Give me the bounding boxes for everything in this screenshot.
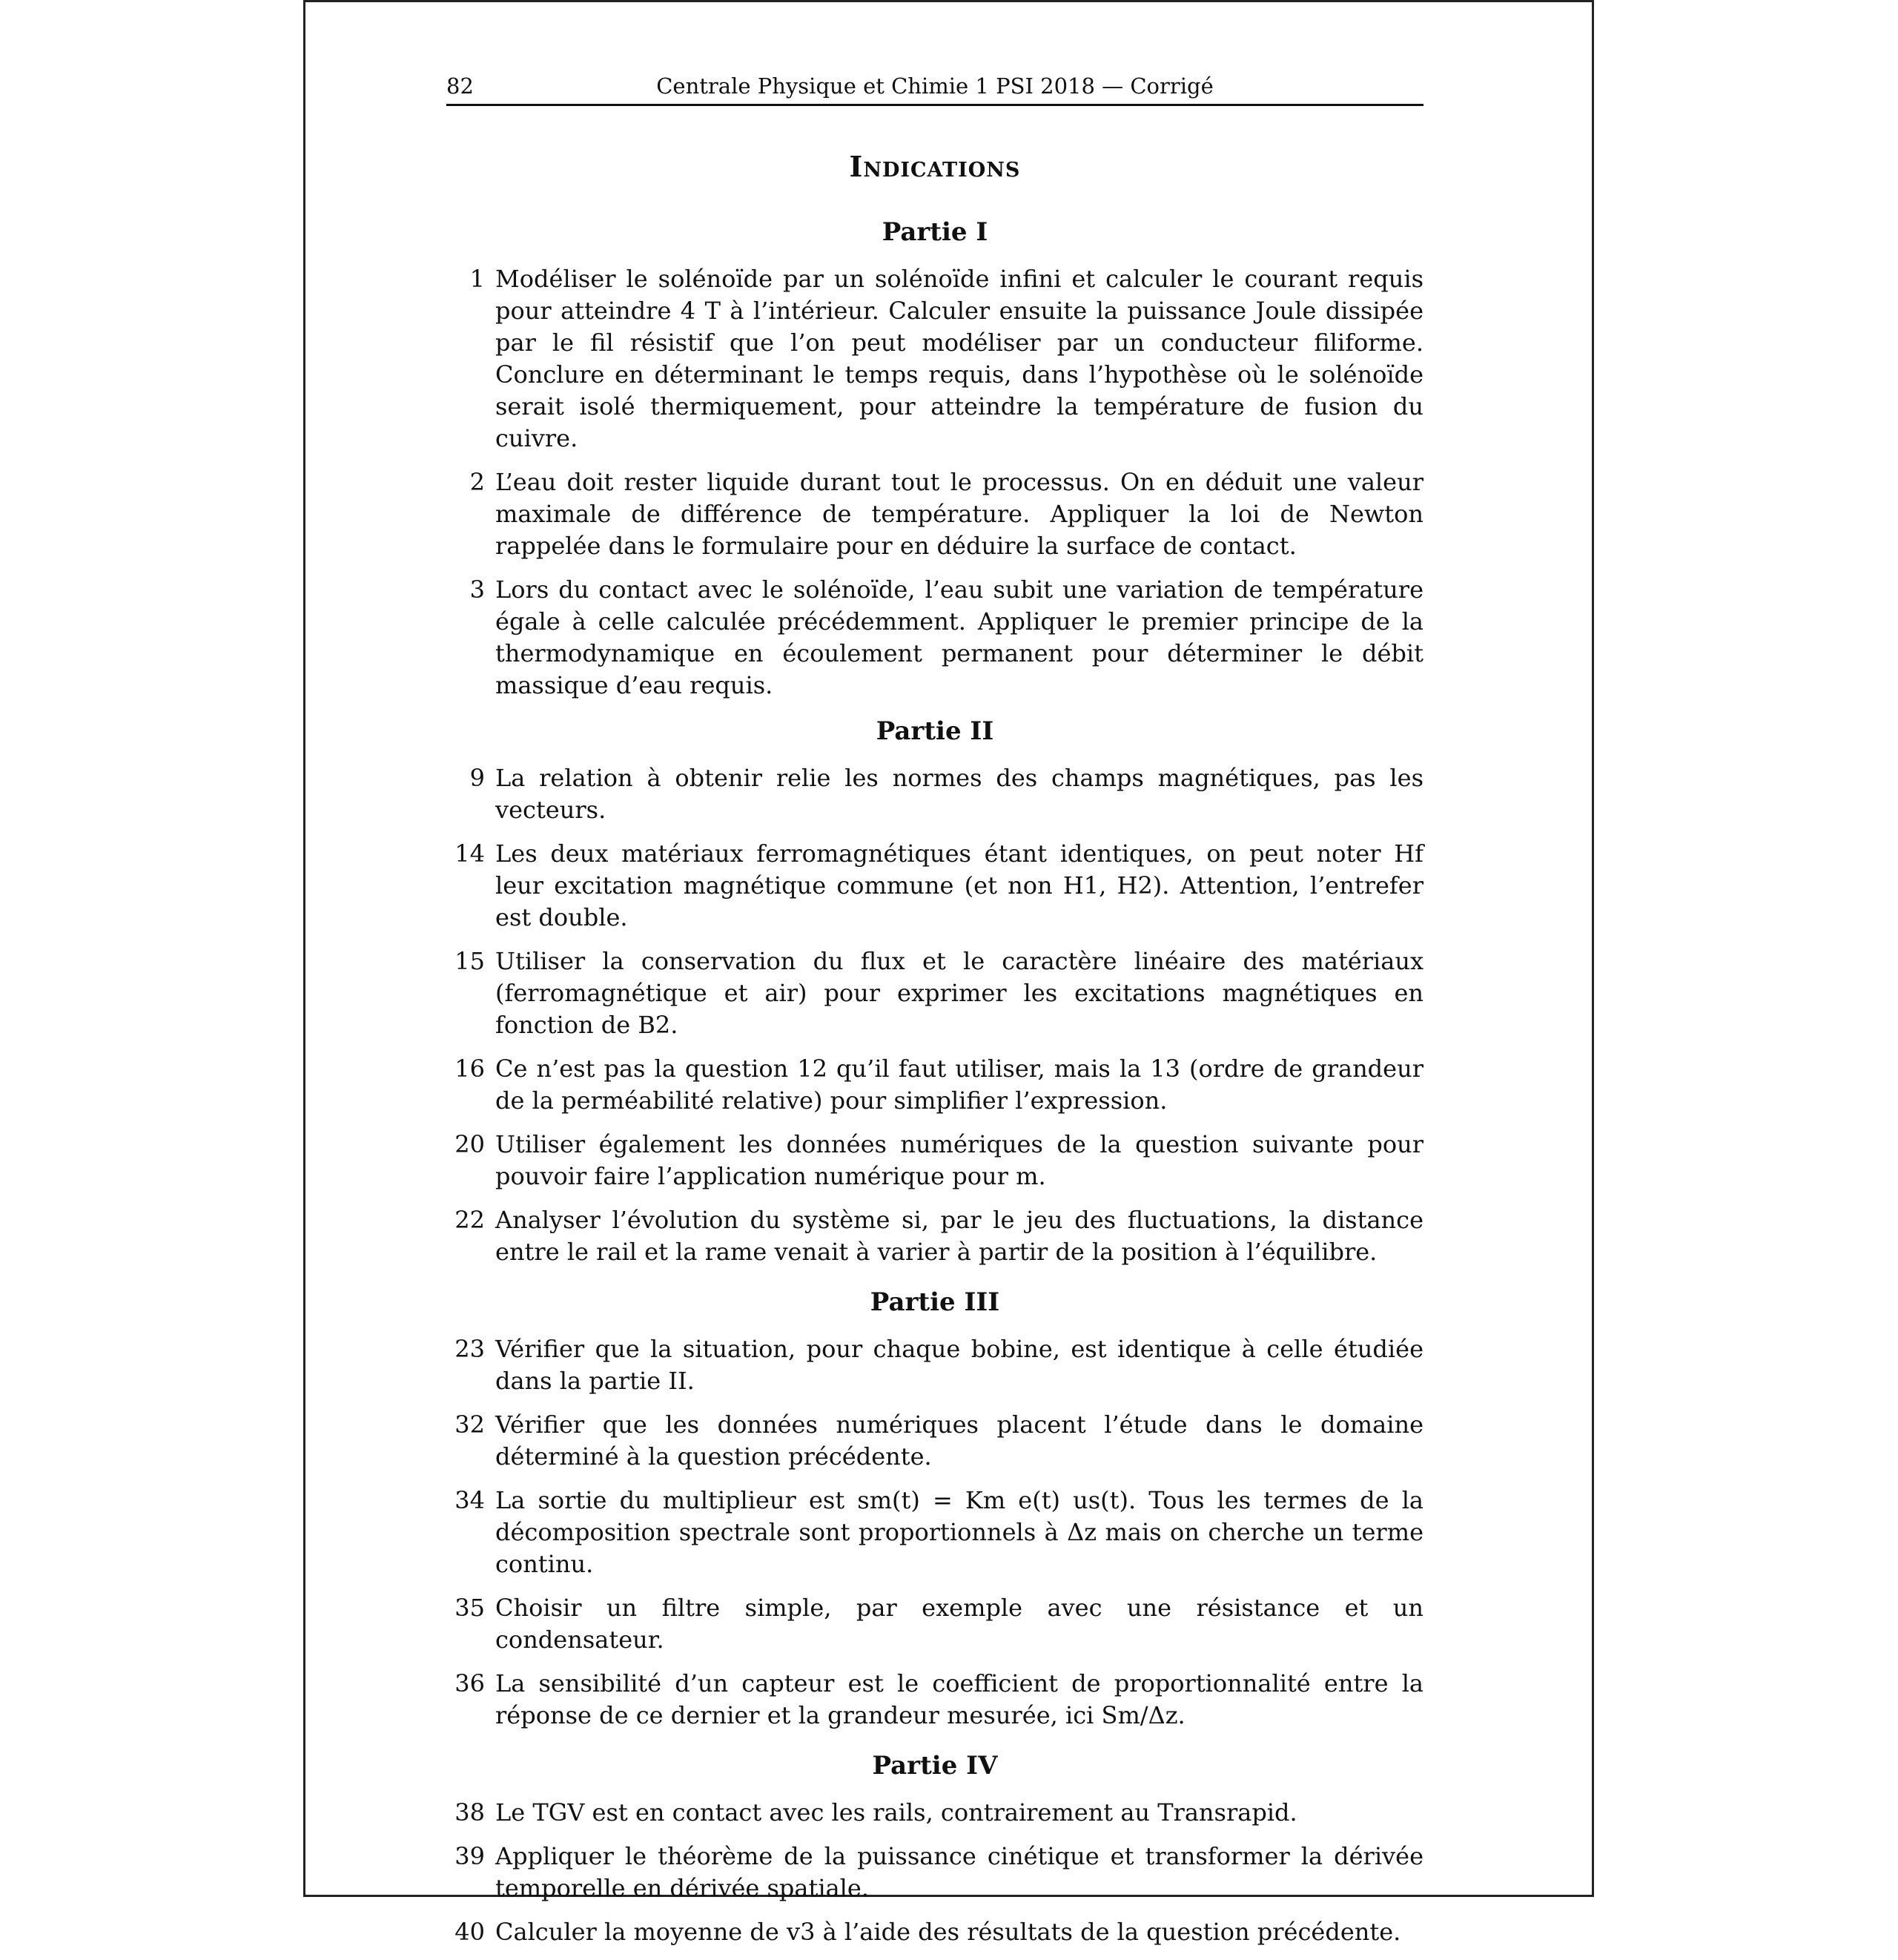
indication-item bbox=[446, 1053, 1424, 1117]
indication-number: 3 bbox=[469, 575, 485, 604]
indication-number: 14 bbox=[454, 839, 485, 868]
indication-item bbox=[446, 1916, 1424, 1948]
indication-number: 35 bbox=[454, 1594, 485, 1622]
indication-item bbox=[446, 838, 1424, 934]
indication-item bbox=[446, 946, 1424, 1041]
indication-number: 36 bbox=[454, 1669, 485, 1697]
indication-text: Choisir un filtre simple, par exemple avec une résistance et un condensateur. bbox=[495, 1594, 1424, 1654]
page-content bbox=[446, 68, 1424, 1960]
indication-number: 40 bbox=[454, 1918, 485, 1946]
indication-text: Utiliser également les données numériques de la question suivante pour pouvoir faire l’application numérique pour m. bbox=[495, 1130, 1424, 1190]
page-number: 82 bbox=[446, 73, 474, 99]
indication-item bbox=[446, 1333, 1424, 1397]
indication-number: 16 bbox=[454, 1055, 485, 1083]
indication-text: L’eau doit rester liquide durant tout le processus. On en déduit une valeur maximale de différence de température. Appliquer la loi de Newton rappelée dans le formulaire pour en déduire la surface de contact. bbox=[495, 468, 1424, 560]
indication-text: La sortie du multiplieur est sm(t) = Km e(t) us(t). Tous les termes de la décomposition spectrale sont proportionnels à Δz mais on cherche un terme continu. bbox=[495, 1486, 1424, 1578]
indication-text: Utiliser la conservation du flux et le caractère linéaire des matériaux (ferromagnétique et air) pour exprimer les excitations magnétiques en fonction de B2. bbox=[495, 947, 1424, 1039]
indication-text: Les deux matériaux ferromagnétiques étant identiques, on peut noter Hf leur excitation magnétique commune (et non H1, H2). Attention, l’entrefer est double. bbox=[495, 839, 1424, 931]
indication-text: Ce n’est pas la question 12 qu’il faut utiliser, mais la 13 (ordre de grandeur de la perméabilité relative) pour simplifier l’expression. bbox=[495, 1055, 1424, 1115]
indication-text: Vérifier que la situation, pour chaque bobine, est identique à celle étudiée dans la partie II. bbox=[495, 1335, 1424, 1395]
indication-text: La relation à obtenir relie les normes des champs magnétiques, pas les vecteurs. bbox=[495, 764, 1424, 824]
indication-item bbox=[446, 1668, 1424, 1732]
running-header bbox=[446, 68, 1424, 106]
indication-number: 2 bbox=[469, 468, 485, 496]
indication-item bbox=[446, 1841, 1424, 1904]
part-i-section bbox=[446, 216, 1424, 702]
indication-text: Lors du contact avec le solénoïde, l’eau subit une variation de température égale à celle calculée précédemment. Appliquer le premier principe de la thermodynamique en écoulement permanent pour déterminer le débit massique d’eau requis. bbox=[495, 575, 1424, 699]
part-iv-section bbox=[446, 1749, 1424, 1948]
indication-number: 15 bbox=[454, 947, 485, 975]
part-iv-title: Partie IV bbox=[872, 1751, 998, 1781]
indication-number: 38 bbox=[454, 1798, 485, 1827]
indication-item bbox=[446, 263, 1424, 455]
part-ii-section bbox=[446, 715, 1424, 1268]
indication-number: 32 bbox=[454, 1410, 485, 1439]
indication-item bbox=[446, 1797, 1424, 1829]
indications-title: Indications bbox=[849, 150, 1021, 183]
indication-text: Modéliser le solénoïde par un solénoïde infini et calculer le courant requis pour atteindre 4 T à l’intérieur. Calculer ensuite la puissance Joule dissipée par le fil résistif que l’on peut modéliser par un conducteur filiforme. Conclure en déterminant le temps requis, dans l’hypothèse où le solénoïde serait isolé thermiquement, pour atteindre la température de fusion du cuivre. bbox=[495, 265, 1424, 452]
part-iii-section bbox=[446, 1286, 1424, 1732]
indication-item bbox=[446, 1129, 1424, 1192]
indication-number: 20 bbox=[454, 1130, 485, 1158]
part-iii-title: Partie III bbox=[870, 1287, 1000, 1317]
part-ii-title: Partie II bbox=[876, 716, 994, 746]
indication-text: Appliquer le théorème de la puissance cinétique et transformer la dérivée temporelle en dérivée spatiale. bbox=[495, 1842, 1424, 1902]
indication-text: Vérifier que les données numériques placent l’étude dans le domaine déterminé à la question précédente. bbox=[495, 1410, 1424, 1471]
indication-text: La sensibilité d’un capteur est le coefficient de proportionnalité entre la réponse de ce dernier et la grandeur mesurée, ici Sm/Δz. bbox=[495, 1669, 1424, 1729]
indication-item bbox=[446, 574, 1424, 702]
indication-number: 22 bbox=[454, 1206, 485, 1234]
indication-number: 1 bbox=[469, 265, 485, 293]
indication-text: Analyser l’évolution du système si, par le jeu des fluctuations, la distance entre le rail et la rame venait à varier à partir de la position à l’équilibre. bbox=[495, 1206, 1424, 1266]
indication-item bbox=[446, 466, 1424, 562]
indication-number: 39 bbox=[454, 1842, 485, 1870]
indication-number: 34 bbox=[454, 1486, 485, 1514]
indication-item bbox=[446, 762, 1424, 826]
indication-item bbox=[446, 1409, 1424, 1473]
running-title: Centrale Physique et Chimie 1 PSI 2018 — Corrigé bbox=[656, 73, 1214, 99]
indication-item bbox=[446, 1204, 1424, 1268]
indication-item bbox=[446, 1485, 1424, 1580]
indication-text: Le TGV est en contact avec les rails, contrairement au Transrapid. bbox=[495, 1798, 1297, 1827]
indication-text: Calculer la moyenne de v3 à l’aide des résultats de la question précédente. bbox=[495, 1918, 1401, 1946]
indication-number: 9 bbox=[469, 764, 485, 792]
part-i-title: Partie I bbox=[882, 217, 988, 247]
indication-number: 23 bbox=[454, 1335, 485, 1363]
indication-item bbox=[446, 1592, 1424, 1656]
